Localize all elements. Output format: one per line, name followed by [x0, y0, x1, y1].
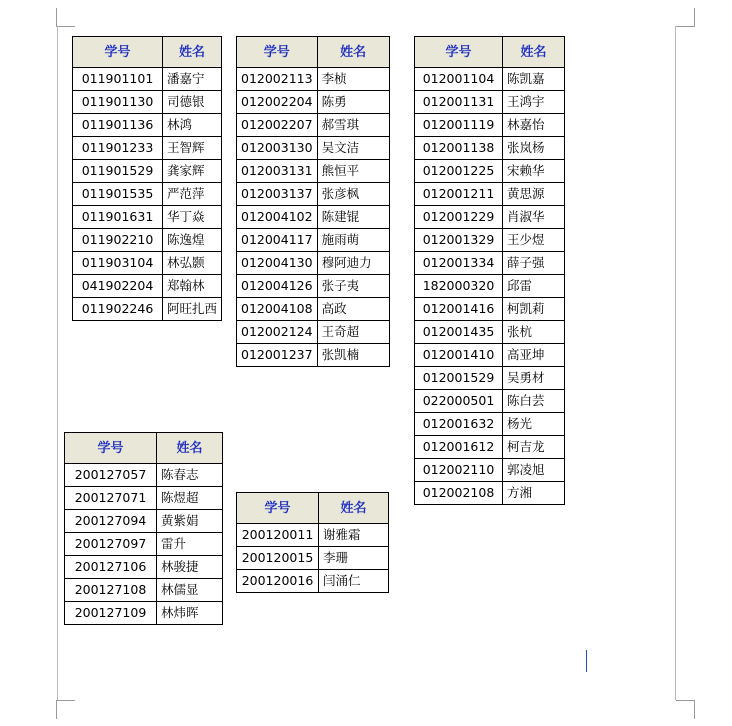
- student-table-3: [414, 36, 565, 505]
- table-body: [415, 68, 565, 505]
- cell-student-name: 薛子强: [503, 252, 565, 275]
- cell-student-name: 陈煜超: [157, 487, 223, 510]
- student-table-1: [72, 36, 222, 321]
- cell-student-name: 雷升: [157, 533, 223, 556]
- page-margin-line-right: [675, 26, 676, 700]
- table-row: [73, 91, 222, 114]
- cell-student-id: 011901529: [73, 160, 163, 183]
- column-header-id: 学号: [65, 433, 157, 464]
- table-row: [415, 436, 565, 459]
- cell-student-name: 张岚杨: [503, 137, 565, 160]
- cell-student-id: 011902246: [73, 298, 163, 321]
- table-row: [415, 298, 565, 321]
- cell-student-id: 012001334: [415, 252, 503, 275]
- cell-student-id: 012001435: [415, 321, 503, 344]
- cell-student-id: 012002124: [237, 321, 318, 344]
- table-body: [237, 68, 390, 367]
- table-row: [415, 206, 565, 229]
- cell-student-id: 012001138: [415, 137, 503, 160]
- cell-student-name: 郝雪琪: [317, 114, 389, 137]
- cell-student-id: 022000501: [415, 390, 503, 413]
- column-header-id: 学号: [237, 37, 318, 68]
- student-table-4: [64, 432, 223, 625]
- cell-student-id: 012001131: [415, 91, 503, 114]
- cell-student-id: 041902204: [73, 275, 163, 298]
- cell-student-name: 郑翰林: [163, 275, 222, 298]
- cell-student-id: 012001119: [415, 114, 503, 137]
- table-row: [65, 602, 223, 625]
- cell-student-id: 012003130: [237, 137, 318, 160]
- cell-student-id: 012003131: [237, 160, 318, 183]
- cell-student-name: 王鸿宇: [503, 91, 565, 114]
- cell-student-name: 闫涌仁: [319, 570, 389, 593]
- cell-student-name: 司德银: [163, 91, 222, 114]
- cell-student-name: 龚家辉: [163, 160, 222, 183]
- cell-student-name: 张彦枫: [317, 183, 389, 206]
- cell-student-name: 高亚坤: [503, 344, 565, 367]
- cell-student-id: 012002204: [237, 91, 318, 114]
- table-row: [415, 183, 565, 206]
- table-row: [73, 183, 222, 206]
- table-row: [65, 556, 223, 579]
- cell-student-name: 林鸿: [163, 114, 222, 137]
- cell-student-id: 012004117: [237, 229, 318, 252]
- column-header-name: 姓名: [163, 37, 222, 68]
- table-row: [415, 160, 565, 183]
- cell-student-name: 郭凌旭: [503, 459, 565, 482]
- cell-student-name: 张凯楠: [317, 344, 389, 367]
- table-row: [65, 533, 223, 556]
- cell-student-name: 林骏捷: [157, 556, 223, 579]
- table-row: [415, 413, 565, 436]
- cell-student-name: 陈逸煌: [163, 229, 222, 252]
- cell-student-name: 柯吉龙: [503, 436, 565, 459]
- cell-student-id: 012001410: [415, 344, 503, 367]
- column-header-id: 学号: [237, 493, 319, 524]
- cell-student-name: 张杭: [503, 321, 565, 344]
- cell-student-name: 陈凯嘉: [503, 68, 565, 91]
- table-header-row: [237, 493, 389, 524]
- table-header-row: [65, 433, 223, 464]
- cell-student-name: 杨光: [503, 413, 565, 436]
- table-row: [237, 275, 390, 298]
- cell-student-name: 陈勇: [317, 91, 389, 114]
- cell-student-id: 011901631: [73, 206, 163, 229]
- table-row: [415, 459, 565, 482]
- cell-student-id: 012002108: [415, 482, 503, 505]
- table-header-row: [73, 37, 222, 68]
- table-row: [237, 321, 390, 344]
- crop-mark-top-right: [676, 8, 695, 27]
- table-row: [237, 91, 390, 114]
- table-body: [73, 68, 222, 321]
- cell-student-id: 200127109: [65, 602, 157, 625]
- cell-student-id: 200127106: [65, 556, 157, 579]
- table-row: [73, 206, 222, 229]
- cell-student-id: 200127094: [65, 510, 157, 533]
- cell-student-name: 邱雷: [503, 275, 565, 298]
- table-row: [237, 160, 390, 183]
- cell-student-name: 王少煜: [503, 229, 565, 252]
- cell-student-id: 012001211: [415, 183, 503, 206]
- table-row: [415, 68, 565, 91]
- cell-student-id: 012001632: [415, 413, 503, 436]
- cell-student-name: 陈春志: [157, 464, 223, 487]
- cell-student-id: 012004108: [237, 298, 318, 321]
- table-row: [415, 482, 565, 505]
- cell-student-id: 012002110: [415, 459, 503, 482]
- cell-student-name: 阿旺扎西: [163, 298, 222, 321]
- cell-student-id: 012001237: [237, 344, 318, 367]
- cell-student-name: 黄思源: [503, 183, 565, 206]
- table-row: [415, 252, 565, 275]
- table-row: [237, 524, 389, 547]
- cell-student-id: 011903104: [73, 252, 163, 275]
- cell-student-name: 方湘: [503, 482, 565, 505]
- cell-student-id: 012004130: [237, 252, 318, 275]
- cell-student-name: 王智辉: [163, 137, 222, 160]
- table-row: [237, 183, 390, 206]
- cell-student-id: 012001529: [415, 367, 503, 390]
- cell-student-id: 200127071: [65, 487, 157, 510]
- cell-student-name: 黄紫娟: [157, 510, 223, 533]
- cell-student-id: 200120015: [237, 547, 319, 570]
- table-row: [415, 367, 565, 390]
- cell-student-name: 王奇超: [317, 321, 389, 344]
- cell-student-id: 012001229: [415, 206, 503, 229]
- cell-student-name: 熊恒平: [317, 160, 389, 183]
- cell-student-id: 011901535: [73, 183, 163, 206]
- table-row: [237, 68, 390, 91]
- table-row: [73, 298, 222, 321]
- table-row: [237, 547, 389, 570]
- table-body: [65, 464, 223, 625]
- table-row: [237, 206, 390, 229]
- cell-student-name: 肖淑华: [503, 206, 565, 229]
- column-header-name: 姓名: [157, 433, 223, 464]
- cell-student-id: 012004126: [237, 275, 318, 298]
- table-header-row: [415, 37, 565, 68]
- cell-student-name: 吴勇材: [503, 367, 565, 390]
- cell-student-name: 潘嘉宁: [163, 68, 222, 91]
- page-margin-line-left: [57, 26, 58, 700]
- cell-student-name: 吴文洁: [317, 137, 389, 160]
- crop-mark-bottom-left: [56, 700, 75, 719]
- cell-student-id: 011901130: [73, 91, 163, 114]
- cell-student-id: 011901136: [73, 114, 163, 137]
- cell-student-id: 012002113: [237, 68, 318, 91]
- crop-mark-bottom-right: [676, 700, 695, 719]
- cell-student-name: 林儒显: [157, 579, 223, 602]
- table-row: [415, 91, 565, 114]
- cell-student-name: 穆阿迪力: [317, 252, 389, 275]
- cell-student-id: 012001225: [415, 160, 503, 183]
- table-row: [415, 321, 565, 344]
- student-table-2: [236, 36, 390, 367]
- table-row: [237, 114, 390, 137]
- cell-student-id: 200127097: [65, 533, 157, 556]
- crop-mark-top-left: [56, 8, 75, 27]
- table-row: [237, 229, 390, 252]
- student-table-5: [236, 492, 389, 593]
- table-row: [237, 252, 390, 275]
- table-row: [415, 229, 565, 252]
- cell-student-name: 林弘颢: [163, 252, 222, 275]
- cell-student-id: 012001416: [415, 298, 503, 321]
- table-row: [65, 487, 223, 510]
- cell-student-id: 012001329: [415, 229, 503, 252]
- table-row: [415, 390, 565, 413]
- cell-student-name: 华丁焱: [163, 206, 222, 229]
- cell-student-id: 012001612: [415, 436, 503, 459]
- table-row: [415, 137, 565, 160]
- cell-student-name: 谢雅霜: [319, 524, 389, 547]
- cell-student-name: 林炜晖: [157, 602, 223, 625]
- table-row: [73, 137, 222, 160]
- table-row: [65, 464, 223, 487]
- cell-student-name: 施雨萌: [317, 229, 389, 252]
- table-row: [415, 275, 565, 298]
- table-row: [237, 137, 390, 160]
- cell-student-id: 182000320: [415, 275, 503, 298]
- cell-student-id: 012002207: [237, 114, 318, 137]
- table-row: [73, 114, 222, 137]
- column-header-id: 学号: [415, 37, 503, 68]
- cell-student-name: 张子夷: [317, 275, 389, 298]
- table-row: [415, 114, 565, 137]
- cell-student-name: 林嘉怡: [503, 114, 565, 137]
- cell-student-name: 陈建锟: [317, 206, 389, 229]
- table-row: [415, 344, 565, 367]
- table-row: [73, 229, 222, 252]
- column-header-name: 姓名: [319, 493, 389, 524]
- table-row: [73, 275, 222, 298]
- cell-student-id: 200127057: [65, 464, 157, 487]
- cell-student-name: 李珊: [319, 547, 389, 570]
- table-row: [65, 510, 223, 533]
- cell-student-id: 200120011: [237, 524, 319, 547]
- table-row: [237, 344, 390, 367]
- column-header-id: 学号: [73, 37, 163, 68]
- cell-student-id: 011902210: [73, 229, 163, 252]
- cell-student-name: 高政: [317, 298, 389, 321]
- cell-student-id: 011901101: [73, 68, 163, 91]
- table-row: [73, 68, 222, 91]
- table-row: [73, 252, 222, 275]
- cell-student-id: 012004102: [237, 206, 318, 229]
- table-body: [237, 524, 389, 593]
- table-row: [237, 298, 390, 321]
- cell-student-id: 200127108: [65, 579, 157, 602]
- cell-student-id: 011901233: [73, 137, 163, 160]
- cell-student-name: 柯凯莉: [503, 298, 565, 321]
- cell-student-name: 李桢: [317, 68, 389, 91]
- cell-student-id: 012001104: [415, 68, 503, 91]
- cell-student-name: 严范萍: [163, 183, 222, 206]
- column-header-name: 姓名: [503, 37, 565, 68]
- cell-student-name: 陈白芸: [503, 390, 565, 413]
- cell-student-name: 宋赖华: [503, 160, 565, 183]
- table-header-row: [237, 37, 390, 68]
- table-row: [237, 570, 389, 593]
- table-row: [65, 579, 223, 602]
- cell-student-id: 012003137: [237, 183, 318, 206]
- column-header-name: 姓名: [317, 37, 389, 68]
- table-row: [73, 160, 222, 183]
- cell-student-id: 200120016: [237, 570, 319, 593]
- text-cursor: [586, 650, 587, 672]
